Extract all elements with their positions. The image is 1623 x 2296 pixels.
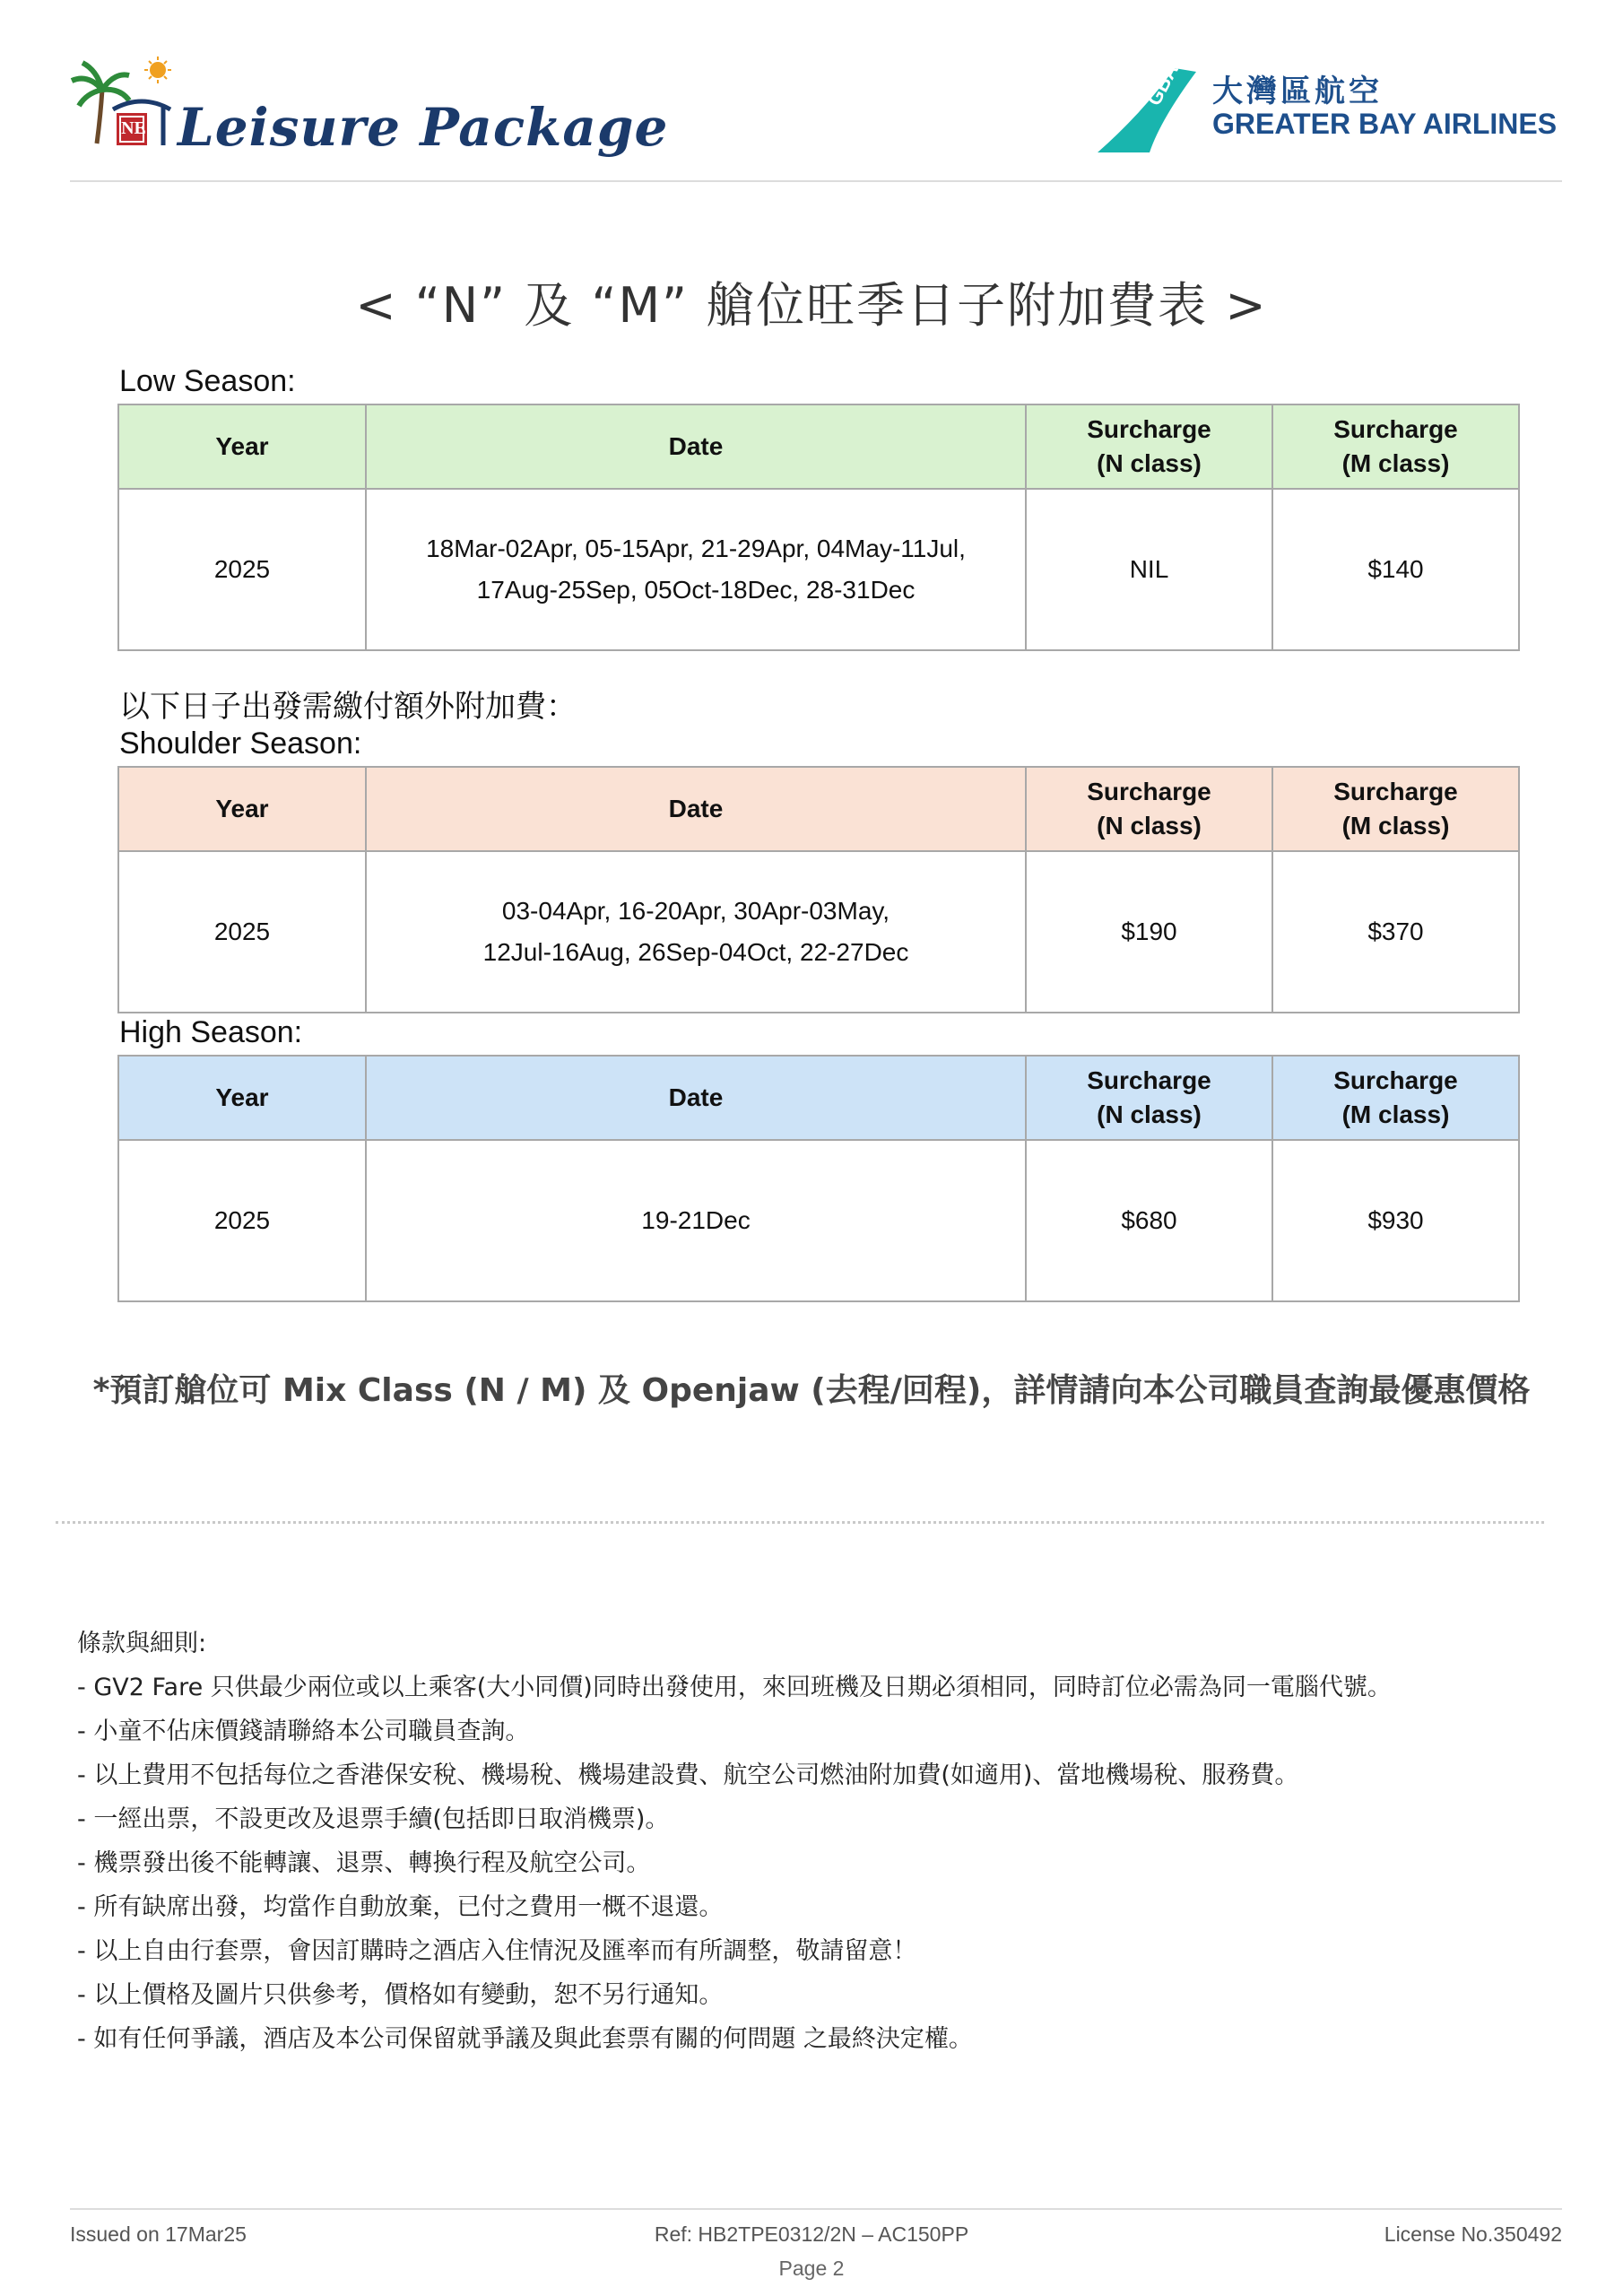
date-cell: 18Mar-02Apr, 05-15Apr, 21-29Apr, 04May-11Jul, 17Aug-25Sep, 05Oct-18Dec, 28-31Dec bbox=[366, 489, 1026, 650]
table-header-row bbox=[118, 1056, 1519, 1140]
terms-item: - 所有缺席出發，均當作自動放棄，已付之費用一概不退還。 bbox=[77, 1893, 724, 1921]
terms-item: - 如有任何爭議，酒店及本公司保留就爭議及與此套票有關的何問題 之最終決定權。 bbox=[77, 2025, 973, 2053]
terms-item: - 以上自由行套票，會因訂購時之酒店入住情況及匯率而有所調整，敬請留意！ bbox=[77, 1937, 917, 1965]
issued-date: Issued on 17Mar25 bbox=[70, 2222, 247, 2246]
reference-number: Ref: HB2TPE0312/2N – AC150PP bbox=[654, 2222, 969, 2246]
header-divider bbox=[70, 180, 1562, 182]
page-title: < “N” 及 “M” 艙位旺季日子附加費表 > bbox=[355, 277, 1268, 334]
n-class-cell: $190 bbox=[1026, 851, 1272, 1013]
gba-badge-text: GBA bbox=[1142, 59, 1184, 109]
m-class-cell: $930 bbox=[1272, 1140, 1519, 1301]
greater-bay-airlines-logo bbox=[1096, 59, 1562, 165]
low-season-label: Low Season: bbox=[119, 364, 296, 398]
booking-note: *預訂艙位可 Mix Class (N / M) 及 Openjaw (去程/回程)，詳情請向本公司職員查詢最優惠價格 bbox=[92, 1372, 1531, 1409]
extra-surcharge-note: 以下日子出發需繳付額外附加費： bbox=[119, 689, 577, 725]
year-header: Year bbox=[118, 767, 366, 851]
license-number: License No.350492 bbox=[1384, 2222, 1562, 2246]
terms-item: - 一經出票，不設更改及退票手續(包括即日取消機票)。 bbox=[77, 1805, 670, 1833]
date-cell: 03-04Apr, 16-20Apr, 30Apr-03May, 12Jul-16Aug, 26Sep-04Oct, 22-27Dec bbox=[366, 851, 1026, 1013]
table-row bbox=[118, 489, 1519, 650]
m-class-header: Surcharge (M class) bbox=[1272, 1056, 1519, 1140]
terms-item: - 小童不佔床價錢請聯絡本公司職員查詢。 bbox=[77, 1718, 530, 1745]
n-class-header: Surcharge (N class) bbox=[1026, 1056, 1272, 1140]
terms-title: 條款與細則: bbox=[77, 1630, 207, 1657]
date-header: Date bbox=[366, 404, 1026, 489]
year-header: Year bbox=[118, 404, 366, 489]
m-class-header: Surcharge (M class) bbox=[1272, 767, 1519, 851]
table-row bbox=[118, 851, 1519, 1013]
n-class-header: Surcharge (N class) bbox=[1026, 767, 1272, 851]
ne-badge-text: NE bbox=[121, 118, 146, 138]
airline-name-en: GREATER BAY AIRLINES bbox=[1212, 108, 1558, 140]
year-cell: 2025 bbox=[118, 851, 366, 1013]
leisure-package-text: Leisure Package bbox=[178, 97, 669, 158]
date-header: Date bbox=[366, 767, 1026, 851]
shoulder-season-table bbox=[117, 766, 1520, 1013]
terms-item: - 以上費用不包括每位之香港保安稅、機場稅、機場建設費、航空公司燃油附加費(如適用)、當地機場稅、服務費。 bbox=[77, 1761, 1299, 1789]
terms-section bbox=[77, 1622, 1392, 2061]
table-header-row bbox=[118, 404, 1519, 489]
year-cell: 2025 bbox=[118, 1140, 366, 1301]
page-header bbox=[70, 54, 1562, 181]
dotted-divider bbox=[56, 1521, 1544, 1524]
n-class-cell: NIL bbox=[1026, 489, 1272, 650]
high-season-label: High Season: bbox=[119, 1015, 303, 1049]
year-cell: 2025 bbox=[118, 489, 366, 650]
low-season-table bbox=[117, 404, 1520, 651]
m-class-cell: $140 bbox=[1272, 489, 1519, 650]
m-class-header: Surcharge (M class) bbox=[1272, 404, 1519, 489]
table-row bbox=[118, 1140, 1519, 1301]
year-header: Year bbox=[118, 1056, 366, 1140]
leisure-package-logo bbox=[70, 54, 669, 170]
shoulder-season-label: Shoulder Season: bbox=[119, 726, 362, 761]
page-number: Page 2 bbox=[778, 2257, 845, 2280]
terms-item: - 以上價格及圖片只供參考，價格如有變動，恕不另行通知。 bbox=[77, 1981, 724, 2009]
footer-divider bbox=[70, 2208, 1562, 2210]
date-cell: 19-21Dec bbox=[366, 1140, 1026, 1301]
date-header: Date bbox=[366, 1056, 1026, 1140]
airline-name-cn: 大灣區航空 bbox=[1212, 74, 1383, 109]
n-class-cell: $680 bbox=[1026, 1140, 1272, 1301]
m-class-cell: $370 bbox=[1272, 851, 1519, 1013]
high-season-table bbox=[117, 1055, 1520, 1302]
n-class-header: Surcharge (N class) bbox=[1026, 404, 1272, 489]
terms-item: - GV2 Fare 只供最少兩位或以上乘客(大小同價)同時出發使用，來回班機及日期必須相同，同時訂位必需為同一電腦代號。 bbox=[77, 1674, 1392, 1701]
terms-item: - 機票發出後不能轉讓、退票、轉換行程及航空公司。 bbox=[77, 1849, 651, 1877]
table-header-row bbox=[118, 767, 1519, 851]
